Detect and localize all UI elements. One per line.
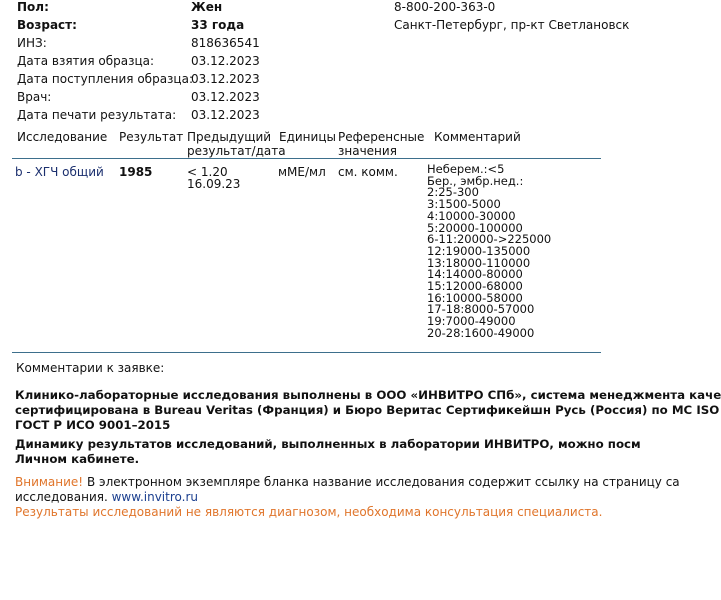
reference-norm-item: 15:12000-68000 [427,279,523,293]
certification-line-3: ГОСТ Р ИСО 9001–2015 [15,418,171,432]
patient-field-value: 33 года [191,18,245,32]
previous-result-date: 16.09.23 [187,177,241,191]
header-previous-2: результат/дата [187,144,286,158]
patient-field-value: 818636541 [191,36,260,50]
certification-line-1: Клинико-лабораторные исследования выполнены в ООО «ИНВИТРО СПб», система менеджмента каче [15,388,721,402]
lab-phone: 8-800-200-363-0 [394,0,496,14]
reference-value: см. комм. [338,165,398,179]
reference-norm-item: 6-11:20000->225000 [427,232,552,247]
attention-text: В электронном экземпляре бланка название исследования содержит ссылку на страницу са [83,475,680,489]
disclaimer: Результаты исследований не являются диагнозом, необходима консультация специалиста. [15,505,603,519]
attention-notice [15,475,680,489]
reference-norm-item: Бер., эмбр.нед.: [427,173,524,188]
invitro-site-link[interactable]: www.invitro.ru [111,490,198,504]
reference-norm-item: 13:18000-110000 [427,255,531,270]
header-reference-2: значения [338,144,397,158]
header-units: Единицы [279,130,336,144]
header-test: Исследование [17,130,108,144]
result-value: 1985 [119,165,153,179]
attention-line-2 [15,490,198,504]
units-value: мМЕ/мл [278,165,326,179]
patient-field-label: Врач: [17,90,52,104]
reference-norm-item: 4:10000-30000 [427,208,516,223]
attention-line-2-text: исследования. [15,490,112,504]
reference-norm-item: 3:1500-5000 [427,197,501,212]
dynamics-line-2: Личном кабинете. [15,452,140,466]
header-result: Результат [119,130,184,144]
patient-field-label: Пол: [17,0,49,14]
table-row-divider [12,352,601,353]
dynamics-line-1: Динамику результатов исследований, выполненных в лаборатории ИНВИТРО, можно посм [15,437,641,451]
reference-norm-item: 17-18:8000-57000 [427,302,535,317]
patient-field-label: Дата поступления образца: [17,72,193,86]
reference-norm-item: 2:25-300 [427,185,479,200]
reference-norm-item: 12:19000-135000 [427,243,531,258]
patient-field-label: ИНЗ: [17,36,47,50]
reference-norm-item: 20-28:1600-49000 [427,325,535,340]
reference-norm-item: Неберем.:<5 [427,162,505,176]
patient-field-label: Дата печати результата: [17,108,177,122]
order-comments: Комментарии к заявке: [16,361,165,375]
patient-field-value: Жен [191,0,223,14]
test-name-link[interactable]: b - ХГЧ общий [15,165,104,179]
patient-field-value: 03.12.2023 [191,54,260,68]
table-header-divider [12,158,601,159]
patient-field-label: Дата взятия образца: [17,54,155,68]
reference-norm-item: 5:20000-100000 [427,220,523,235]
reference-norm-item: 16:10000-58000 [427,290,523,305]
previous-result-value: < 1.20 [187,165,228,179]
attention-label: Внимание! [15,475,84,489]
patient-field-value: 03.12.2023 [191,72,260,86]
header-comment: Комментарий [434,130,521,144]
header-previous-1: Предыдущий [187,130,272,144]
reference-norm-item: 19:7000-49000 [427,314,516,329]
patient-field-label: Возраст: [17,18,77,32]
patient-field-value: 03.12.2023 [191,90,260,104]
reference-norm-item: 14:14000-80000 [427,267,523,282]
patient-field-value: 03.12.2023 [191,108,260,122]
header-reference-1: Референсные [338,130,425,144]
lab-address: Санкт-Петербург, пр-кт Светлановск [394,18,630,32]
certification-line-2: сертифицирована в Bureau Veritas (Франция) и Бюро Веритас Сертификейшн Русь (Россия) по МС ISO [15,403,720,417]
